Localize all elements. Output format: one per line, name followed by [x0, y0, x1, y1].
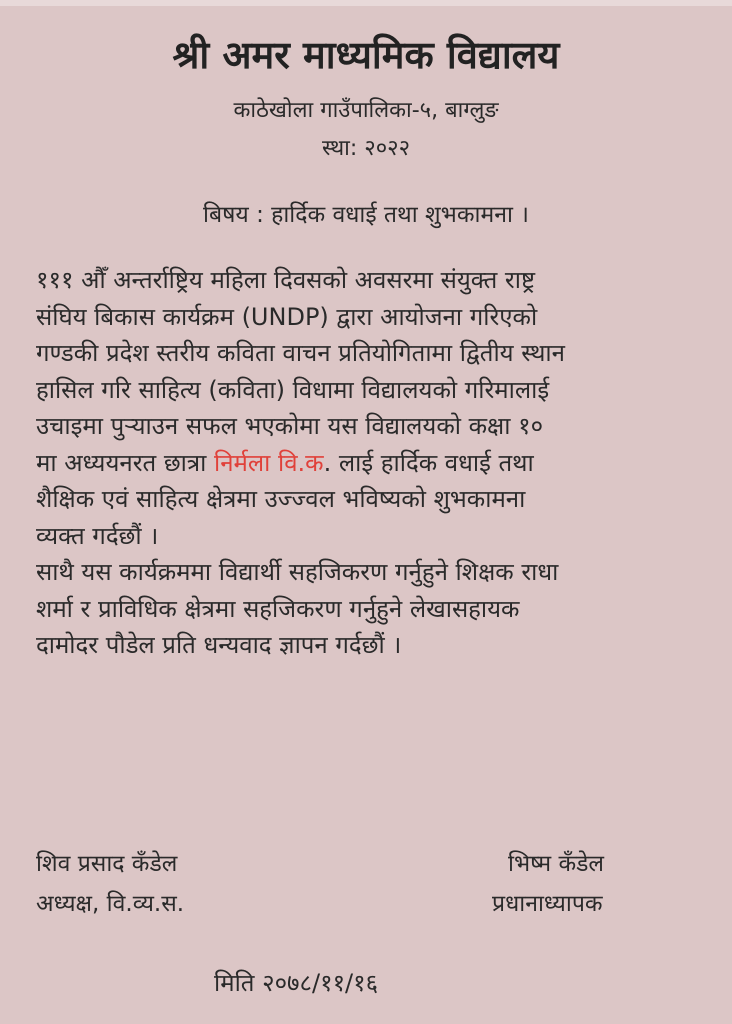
chairperson-title: अध्यक्ष, वि.व्य.स. [36, 891, 185, 917]
body-line: व्यक्त गर्दछौं । [36, 521, 159, 550]
letter-subject: बिषय : हार्दिक वधाई तथा शुभकामना । [203, 202, 529, 228]
headmaster-name: भिष्म कँडेल [508, 851, 605, 877]
body-line: शर्मा र प्राविधिक क्षेत्रमा सहजिकरण गर्नुहुने लेखासहायक [36, 594, 520, 623]
student-name: निर्मला वि.क [213, 448, 324, 477]
page-top-edge [0, 0, 732, 6]
body-line: साथै यस कार्यक्रममा विद्यार्थी सहजिकरण गर्नुहुने शिक्षक राधा [36, 558, 559, 586]
school-name-heading: श्री अमर माध्यमिक विद्यालय [172, 33, 560, 77]
signatory-headmaster [492, 844, 604, 924]
body-line: संघिय बिकास कार्यक्रम (UNDP) द्वारा आयोजना गरिएको [36, 302, 538, 331]
established-year: स्था: २०२२ [321, 136, 411, 161]
body-line-suffix: . लाई हार्दिक वधाई तथा [323, 448, 534, 477]
signatory-chairperson [36, 844, 184, 924]
body-line: शैक्षिक एवं साहित्य क्षेत्रमा उज्ज्वल भविष्यको शुभकामना [36, 485, 526, 513]
school-address: काठेखोला गाउँपालिका-५, बाग्लुङ [233, 98, 499, 123]
body-line: १११ औँ अन्तर्राष्ट्रिय महिला दिवसको अवसरमा संयुक्त राष्ट्र [36, 266, 535, 294]
body-line: दामोदर पौडेल प्रति धन्यवाद ज्ञापन गर्दछौं । [36, 631, 402, 659]
body-line: गण्डकी प्रदेश स्तरीय कविता वाचन प्रतियोगितामा द्वितीय स्थान [36, 339, 565, 367]
chairperson-name: शिव प्रसाद कँडेल [36, 851, 178, 877]
letter-body [36, 262, 706, 664]
body-line: हासिल गरि साहित्य (कविता) विधामा विद्यालयको गरिमालाई [36, 375, 550, 404]
body-line-with-student [36, 445, 706, 482]
letter-date: मिति २०७८/११/१६ [214, 969, 379, 997]
body-line: उचाइमा पुऱ्याउन सफल भएकोमा यस विद्यालयको कक्षा १० [36, 412, 544, 440]
headmaster-title: प्रधानाध्यापक [492, 891, 603, 917]
body-line-prefix: मा अध्ययनरत छात्रा [36, 448, 214, 477]
